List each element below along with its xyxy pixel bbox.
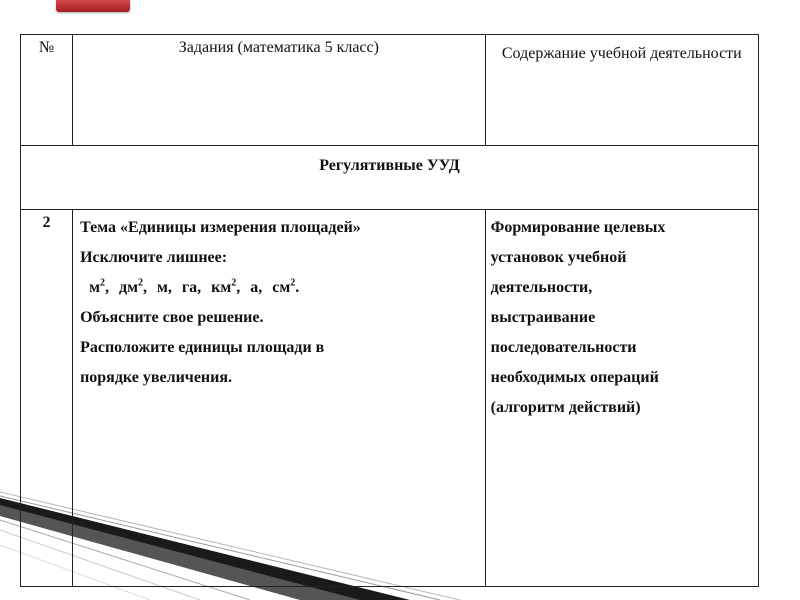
task-line: Тема «Единицы измерения площадей» [80,219,361,236]
unit-item: $дм^2$, [118,277,147,296]
content-line: Формирование целевых [490,219,666,236]
content-line: деятельности, [490,279,593,296]
header-tasks: Задания (математика 5 класс) [73,35,486,146]
content-cell [485,210,758,587]
task-line: Объясните свое решение. [80,309,264,326]
unit-item: а, [250,279,263,296]
task-line: порядке увеличения. [80,369,233,386]
unit-item: га, [181,279,202,296]
unit-item: $см^2$. [272,277,300,296]
uud-table [20,34,759,587]
header-number: № [21,35,73,146]
content-line: необходимых операций [490,369,659,386]
unit-item: $м^2$, [89,277,109,296]
content-line: последовательности [490,339,637,356]
section-row [21,146,759,210]
content-line: установок учебной [490,249,627,266]
row-number: 2 [21,210,73,587]
units-line [80,273,481,303]
unit-item: $км^2$, [211,277,241,296]
task-line: Исключите лишнее: [80,249,228,266]
content-line: выстраивание [490,309,596,326]
unit-item: м, [156,279,172,296]
task-line: Расположите единицы площади в [80,339,325,356]
section-title: Регулятивные УУД [21,146,759,210]
content-line: (алгоритм действий) [490,399,641,416]
task-cell [73,210,486,587]
header-row [21,35,759,146]
header-content: Содержание учебной деятельности [485,35,758,146]
table-row [21,210,759,587]
